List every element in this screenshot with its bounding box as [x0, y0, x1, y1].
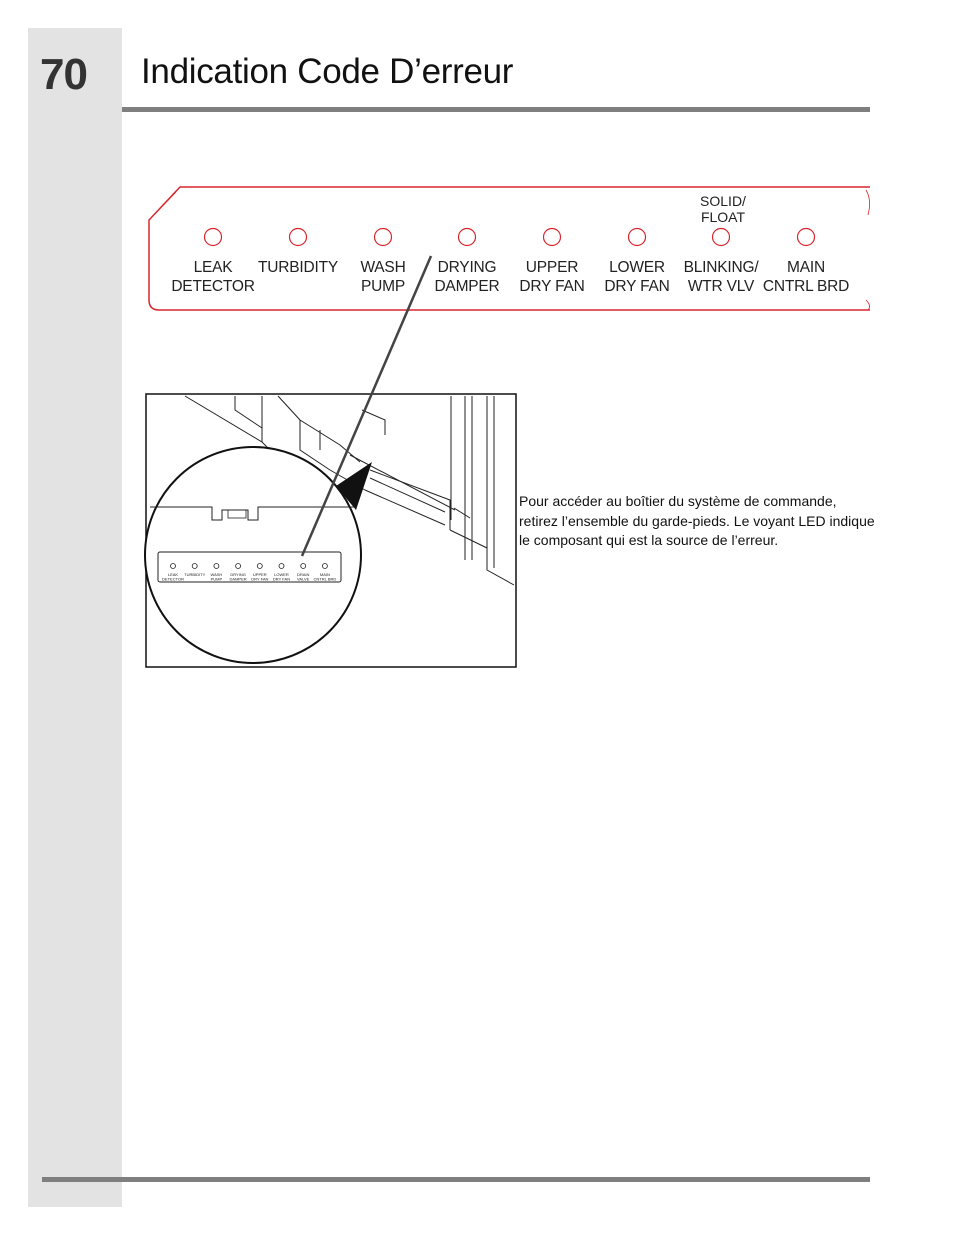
led-label: BLINKING/ WTR VLV [683, 259, 759, 295]
toe-kick-inset [145, 394, 516, 667]
inset-led-indicator [171, 564, 176, 569]
led-label: DRYING DAMPER [434, 259, 500, 295]
led-label: WASH PUMP [360, 259, 406, 295]
led-indicator [713, 229, 730, 246]
control-panel-inner-edge [153, 192, 176, 216]
led-label: MAIN CNTRL BRD [762, 259, 850, 295]
instruction-caption: Pour accéder au boîtier du système de commande, retirez l’ensemble du garde-pieds. Le voyant LED indique le composant qui est la source de l’erreur. [519, 493, 875, 548]
led-indicator [544, 229, 561, 246]
inset-led-label: LOWER DRY FAN [272, 572, 291, 582]
led-indicator [459, 229, 476, 246]
inset-led-label: WASH PUMP [210, 572, 223, 582]
led-row [205, 229, 815, 246]
led-indicator [375, 229, 392, 246]
solid-float-annotation: SOLID/ FLOAT [700, 193, 746, 225]
inset-led-label: MAIN CNTRL BRD [313, 572, 337, 582]
inset-led-label: TURBIDITY [184, 572, 206, 577]
inset-led-indicator [214, 564, 219, 569]
page-title: Indication Code D’erreur [141, 52, 514, 91]
inset-led-label: DRAIN VALVE [296, 572, 310, 582]
inset-led-label: UPPER DRY FAN [251, 572, 269, 582]
inset-led-indicator [301, 564, 306, 569]
led-indicator [290, 229, 307, 246]
led-label: LEAK DETECTOR [171, 259, 255, 295]
inset-led-indicator [279, 564, 284, 569]
inset-led-indicator [322, 564, 327, 569]
led-indicator [629, 229, 646, 246]
led-label: LOWER DRY FAN [604, 259, 670, 295]
inset-led-label: DRYING DAMPER [229, 572, 247, 582]
led-indicator [205, 229, 222, 246]
inset-led-indicator [236, 564, 241, 569]
footer-rule [42, 1177, 870, 1182]
led-label: TURBIDITY [257, 259, 338, 276]
inset-led-label: LEAK DETECTOR [162, 572, 184, 582]
led-label: UPPER DRY FAN [519, 259, 585, 295]
inset-led-indicator [257, 564, 262, 569]
inset-led-indicator [192, 564, 197, 569]
led-indicator [798, 229, 815, 246]
page-number: 70 [40, 50, 87, 99]
control-panel-right-edge [866, 190, 870, 310]
